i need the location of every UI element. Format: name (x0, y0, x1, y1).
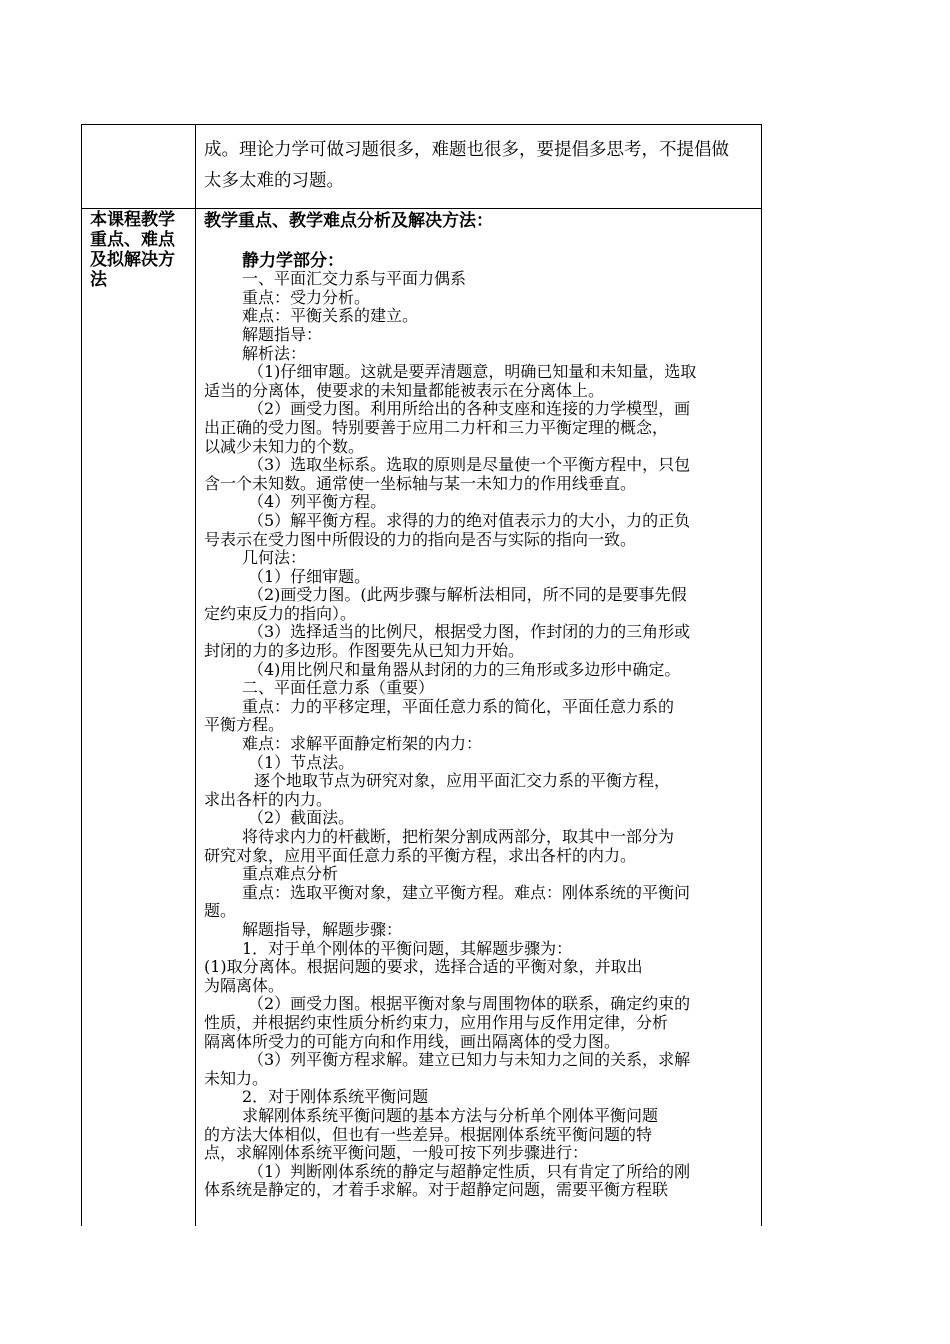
content-line: （2）画受力图。利用所给出的各种支座和连接的力学模型，画 (248, 399, 691, 419)
content-line: 的方法大体相似，但也有一些差异。根据刚体系统平衡问题的特 (204, 1124, 653, 1144)
table-left-border (81, 124, 82, 1226)
row2-label-line: 本课程教学 (90, 210, 175, 230)
content-line: 解题指导，解题步骤： (242, 919, 403, 939)
content-line: （2)画受力图。(此两步骤与解析法相同，所不同的是要事先假 (248, 585, 687, 605)
row1-line: 成。理论力学可做习题很多，难题也很多，要提倡多思考，不提倡做 (204, 140, 729, 160)
content-line: 隔离体所受力的可能方向和作用线，画出隔离体的受力图。 (204, 1031, 621, 1051)
content-line: 解析法： (242, 343, 307, 363)
content-line: 2．对于刚体系统平衡问题 (242, 1087, 429, 1107)
spacer (204, 231, 756, 252)
content-line: （3）选择适当的比例尺，根据受力图，作封闭的力的三角形或 (248, 622, 691, 642)
content-line: （4）列平衡方程。 (248, 492, 387, 512)
content-line: 点，求解刚体系统平衡问题，一般可按下列步骤进行： (204, 1143, 589, 1163)
content-line: 体系统是静定的，才着手求解。对于超静定问题，需要平衡方程联 (204, 1180, 669, 1200)
row2-label-line: 重点、难点 (90, 230, 175, 250)
content-line: （3）选取坐标系。选取的原则是尽量使一个平衡方程中，只包 (248, 455, 691, 475)
row-divider (81, 208, 762, 209)
content-line: （4)用比例尺和量角器从封闭的力的三角形或多边形中确定。 (248, 659, 681, 679)
content-title: 教学重点、教学难点分析及解决方法： (204, 211, 493, 231)
content-line: 含一个未知数。通常使一坐标轴与某一未知力的作用线垂直。 (204, 473, 637, 493)
table-right-border (761, 124, 762, 1226)
content-line: 平衡方程。 (204, 715, 285, 735)
section-title: 静力学部分： (242, 250, 344, 271)
content-line: （2）画受力图。根据平衡对象与周围物体的联系，确定约束的 (248, 994, 691, 1014)
content-line: 难点：平衡关系的建立。 (242, 306, 419, 326)
content-line: 求出各杆的内力。 (204, 789, 333, 809)
content-line: 以减少未知力的个数。 (204, 436, 365, 456)
content-line: 定约束反力的指向）。 (204, 603, 357, 623)
content-line: 难点：求解平面静定桁架的内力： (242, 734, 483, 754)
row2-content (204, 212, 756, 1200)
content-line: 研究对象，应用平面任意力系的平衡方程，求出各杆的内力。 (204, 845, 637, 865)
content-line: 解题指导： (242, 324, 323, 344)
content-line: 一、平面汇交力系与平面力偶系 (242, 269, 467, 289)
content-line: 1．对于单个刚体的平衡问题，其解题步骤为： (242, 938, 573, 958)
content-line: 求解刚体系统平衡问题的基本方法与分析单个刚体平衡问题 (242, 1105, 659, 1125)
content-line: 性质，并根据约束性质分析约束力，应用作用与反作用定律，分析 (204, 1012, 669, 1032)
row2-label-line: 及拟解决方 (90, 250, 175, 270)
content-line: 重点：受力分析。 (242, 287, 371, 307)
content-line: （2）截面法。 (248, 808, 355, 828)
content-line: 封闭的力的多边形。作图要先从已知力开始。 (204, 641, 525, 661)
content-line: 未知力。 (204, 1068, 269, 1088)
table-top-border (81, 124, 762, 125)
content-line: 为隔离体。 (204, 975, 285, 995)
row1-content (204, 135, 729, 197)
content-line: 适当的分离体，使要求的未知量都能被表示在分离体上。 (204, 380, 605, 400)
content-line: (1)取分离体。根据问题的要求，选择合适的平衡对象，并取出 (204, 957, 643, 977)
content-line: 出正确的受力图。特别要善于应用二力杆和三力平衡定理的概念， (204, 417, 669, 437)
content-line: （5）解平衡方程。求得的力的绝对值表示力的大小，力的正负 (248, 510, 691, 530)
content-line: （1）仔细审题。 (248, 566, 371, 586)
content-line: 二、平面任意力系（重要） (242, 678, 435, 698)
content-line: （1）节点法。 (248, 752, 355, 772)
row2-label-line: 法 (90, 270, 107, 290)
content-line: 重点：力的平移定理，平面任意力系的简化，平面任意力系的 (242, 696, 675, 716)
content-line: （1)仔细审题。这就是要弄清题意，明确已知量和未知量，选取 (248, 362, 697, 382)
row2-label (90, 210, 175, 290)
content-line: （1）判断刚体系统的静定与超静定性质，只有肯定了所给的刚 (248, 1161, 691, 1181)
content-line: 重点难点分析 (242, 864, 339, 884)
content-line: 重点：选取平衡对象，建立平衡方程。难点：刚体系统的平衡问 (242, 882, 691, 902)
content-line: 逐个地取节点为研究对象，应用平面汇交力系的平衡方程， (254, 771, 671, 791)
column-divider (195, 124, 196, 1226)
content-line: 题。 (204, 901, 237, 921)
content-line: 号表示在受力图中所假设的力的指向是否与实际的指向一致。 (204, 529, 637, 549)
content-line: （3）列平衡方程求解。建立已知力与未知力之间的关系，求解 (248, 1050, 691, 1070)
row1-line: 太多太难的习题。 (204, 171, 344, 191)
content-line: 几何法： (242, 548, 307, 568)
content-line: 将待求内力的杆截断，把桁架分割成两部分，取其中一部分为 (242, 827, 675, 846)
